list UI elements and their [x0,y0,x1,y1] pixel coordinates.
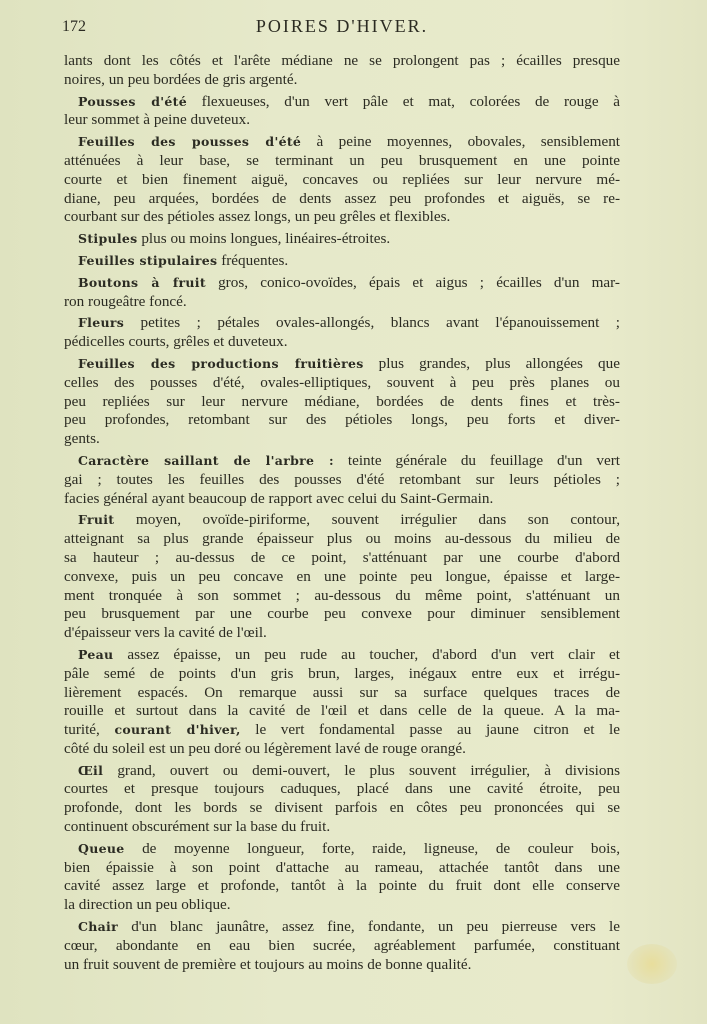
paper-stain [627,944,677,984]
line-text: continuent obscurément sur la base du fruit. [64,818,331,836]
line-text: atteignant sa plus grande épaisseur plus ou moins au-dessous du milieu de [64,530,620,548]
text-line [64,877,620,896]
text-line [64,956,620,975]
text-line [64,152,620,171]
paragraph-lead-term: Caractère saillant de l'arbre : [78,452,334,468]
line-text: côté du soleil est un peu doré ou légèrement lavé de rouge orangé. [64,739,466,757]
text-line [64,111,620,130]
line-text: turité, [64,721,115,739]
paragraph-lead-term: Stipules [78,231,138,247]
line-text: à peine moyennes, obovales, sensiblement [301,133,621,151]
text-line [64,471,620,490]
text-line [64,374,620,393]
line-text: rouille et surtout dans la cavité de l'œil et dans celle de la queue. A la ma- [64,702,620,720]
text-line [64,587,620,606]
line-text: bien épaissie à son point d'attache au rameau, attachée tantôt dans une [64,858,620,876]
line-text: plus ou moins longues, linéaires-étroites. [137,230,391,248]
paragraph [64,274,620,312]
line-text: de moyenne longueur, forte, raide, ligneuse, de couleur bois, [124,839,620,857]
text-line [64,133,620,152]
paragraph-lead-term: Feuilles des pousses d'été [78,134,302,150]
paragraph-lead-term: Pousses d'été [78,93,187,109]
line-text: fréquentes. [217,251,289,269]
line-text: d'un blanc jaunâtre, assez fine, fondante, un peu pierreuse vers le [117,918,620,936]
paragraph [64,452,620,508]
text-line [64,430,620,449]
text-line [64,511,620,530]
paragraph-lead-term: Œil [78,762,104,778]
text-line [64,530,620,549]
page-body [64,52,620,977]
paragraph-lead-term: Chair [78,919,118,935]
line-text: sa hauteur ; au-dessus de ce point, s'atténuant par une courbe d'abord [64,548,620,566]
line-text: teinte générale du feuillage d'un vert [333,451,620,469]
paragraph-lead-term: Fleurs [78,315,125,331]
line-text: peu profondes, retombant sur des pétioles longs, peu forts et diver- [64,411,620,429]
line-text: ment tronquée à son sommet ; au-dessous du même point, s'atténuant un [64,586,620,604]
emphasis-term: courant d'hiver, [114,722,241,738]
text-line [64,740,620,759]
line-text: la direction un peu oblique. [64,896,231,914]
text-line [64,93,620,112]
paragraph [64,93,620,131]
text-line [64,624,620,643]
text-line [64,549,620,568]
line-text: convexe, puis un peu concave en une pointe peu longue, épaisse et large- [64,567,620,585]
line-text: courte et bien finement aiguë, concaves ou repliées sur leur nervure mé- [64,170,620,188]
paragraph [64,762,620,837]
paragraph-lead-term: Peau [78,646,114,662]
text-line [64,646,620,665]
line-text: celles des pousses d'été, ovales-elliptiques, souvent à peu près planes ou [64,373,620,391]
text-line [64,208,620,227]
paragraph [64,646,620,759]
text-line [64,314,620,333]
line-text: assez épaisse, un peu rude au toucher, d'abord d'un vert clair et [113,645,620,663]
paragraph [64,511,620,643]
line-text: gai ; toutes les feuilles des pousses d'été retombant sur leurs pétioles ; [64,470,620,488]
paragraph [64,52,620,90]
text-line [64,52,620,71]
text-line [64,568,620,587]
line-text: atténuées à leur base, se terminant un peu brusquement en une pointe [64,151,620,169]
paragraph [64,840,620,915]
text-line [64,252,620,271]
text-line [64,230,620,249]
paragraph-lead-term: Boutons à fruit [78,274,206,290]
text-line [64,721,620,740]
line-text: courtes et presque toujours caduques, placé dans une cavité étroite, peu [64,780,620,798]
text-line [64,393,620,412]
paragraph [64,133,620,227]
line-text: leur sommet à peine duveteux. [64,111,250,129]
paragraph [64,355,620,449]
text-line [64,293,620,312]
text-line [64,490,620,509]
line-text: noires, un peu bordées de gris argenté. [64,70,298,88]
paragraph-lead-term: Queue [78,840,125,856]
line-text: profonde, dont les bords se divisent parfois en côtes peu prononcées qui se [64,799,620,817]
text-line [64,171,620,190]
text-line [64,918,620,937]
line-text: pâle semé de points d'un gris brun, larges, inégaux entre eux et irrégu- [64,664,620,682]
line-text: plus grandes, plus allongées que [363,354,620,372]
line-text: pédicelles courts, grêles et duveteux. [64,333,288,351]
line-text: petites ; pétales ovales-allongés, blancs avant l'épanouissement ; [124,314,620,332]
line-text: grand, ouvert ou demi-ouvert, le plus souvent irrégulier, à divisions [103,761,620,779]
paragraph [64,230,620,249]
line-text: le vert fondamental passe au jaune citron et le [240,721,620,739]
text-line [64,333,620,352]
text-line [64,702,620,721]
text-line [64,799,620,818]
line-text: moyen, ovoïde-piriforme, souvent irrégulier dans son contour, [114,511,620,529]
paragraph [64,314,620,352]
text-line [64,665,620,684]
text-line [64,71,620,90]
running-title: POIRES D'HIVER. [255,16,429,36]
text-line [64,605,620,624]
page-header [62,14,622,38]
text-line [64,190,620,209]
line-text: cœur, abondante en eau bien sucrée, agréablement parfumée, constituant [64,936,620,954]
line-text: cavité assez large et profonde, tantôt à la pointe du fruit dont elle conserve [64,877,620,895]
text-line [64,896,620,915]
line-text: peu repliées sur leur nervure médiane, bordées de dents fines et très- [64,392,620,410]
text-line [64,840,620,859]
text-line [64,274,620,293]
line-text: diane, peu arquées, bordées de dents assez peu profondes et aiguës, se re- [64,189,620,207]
paragraph-lead-term: Feuilles des productions fruitières [78,355,364,371]
line-text: facies général ayant beaucoup de rapport avec celui du Saint-Germain. [64,489,494,507]
paragraph [64,918,620,974]
paragraph [64,252,620,271]
line-text: d'épaisseur vers la cavité de l'œil. [64,624,267,642]
paragraph-lead-term: Fruit [78,512,115,528]
text-line [64,762,620,781]
page-number: 172 [62,18,86,35]
text-line [64,452,620,471]
text-line [64,411,620,430]
text-line [64,859,620,878]
line-text: ron rougeâtre foncé. [64,292,187,310]
line-text: lièrement espacés. On remarque aussi sur sa surface quelques traces de [64,683,620,701]
line-text: gents. [64,430,100,448]
text-line [64,780,620,799]
paragraph-lead-term: Feuilles stipulaires [78,252,218,268]
text-line [64,355,620,374]
line-text: gros, conico-ovoïdes, épais et aigus ; écailles d'un mar- [205,273,620,291]
text-line [64,684,620,703]
line-text: un fruit souvent de première et toujours au moins de bonne qualité. [64,955,472,973]
line-text: courbant sur des pétioles assez longs, un peu grêles et flexibles. [64,208,451,226]
text-line [64,937,620,956]
line-text: lants dont les côtés et l'arête médiane ne se prolongent pas ; écailles presque [64,52,620,69]
line-text: peu brusquement par une courbe peu convexe pour diminuer sensiblement [64,605,620,623]
text-line [64,818,620,837]
line-text: flexueuses, d'un vert pâle et mat, colorées de rouge à [186,92,620,110]
